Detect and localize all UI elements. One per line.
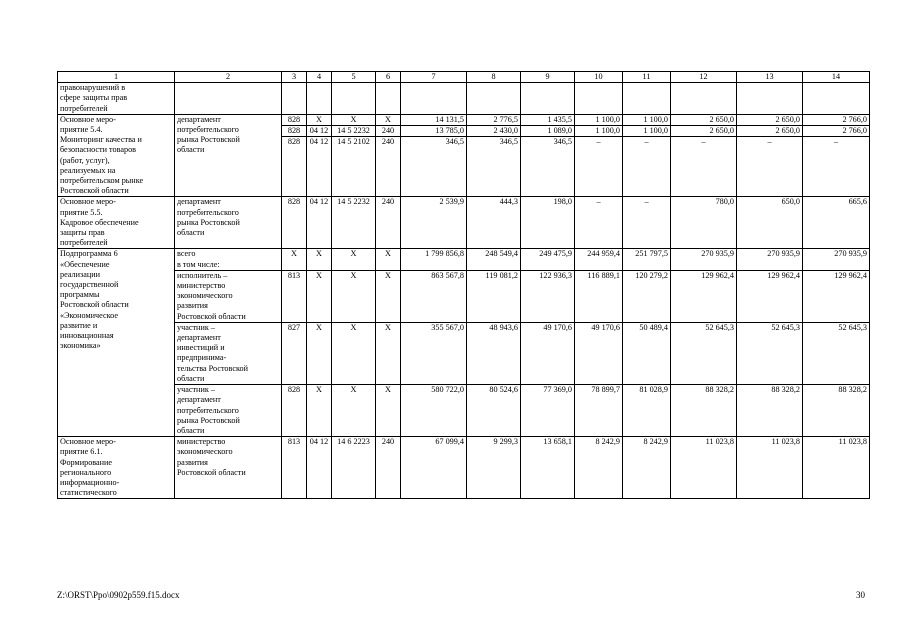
year-cell: – (575, 197, 623, 249)
table-row (58, 114, 870, 125)
year-cell: 2 430,0 (467, 126, 521, 137)
year-cell: 120 279,2 (623, 270, 671, 322)
table-row (58, 437, 870, 499)
year-cell: 129 962,4 (671, 270, 737, 322)
header-cell: 10 (575, 72, 623, 83)
year-cell: 346,5 (521, 137, 575, 197)
grbs-cell: 828 (282, 114, 307, 125)
cell-text: правонарушений в (60, 83, 126, 93)
year-cell: 270 935,9 (671, 249, 737, 270)
year-cell: 49 170,6 (575, 322, 623, 384)
total-cell: 355 567,0 (401, 322, 467, 384)
cell-text: в том числе: (177, 259, 220, 269)
rzpr-cell: 04 12 (307, 437, 332, 499)
year-cell: 48 943,6 (467, 322, 521, 384)
empty-cell (521, 83, 575, 115)
year-cell: 81 028,9 (623, 385, 671, 437)
empty-cell (282, 83, 307, 115)
year-cell: 2 650,0 (671, 126, 737, 137)
cell-text: министерство (177, 437, 226, 447)
vr-cell: Х (376, 270, 401, 322)
cell-text: департамент (177, 333, 221, 343)
year-cell: 11 023,8 (671, 437, 737, 499)
cell-text: Ростовской области (60, 186, 129, 196)
header-cell: 11 (623, 72, 671, 83)
cell-text: инновационная (60, 331, 114, 341)
cell-text: защиты прав (60, 228, 105, 238)
year-cell: 116 889,1 (575, 270, 623, 322)
year-cell: 2 650,0 (737, 126, 803, 137)
year-cell: 249 475,9 (521, 249, 575, 270)
total-cell: 1 799 856,8 (401, 249, 467, 270)
header-cell: 7 (401, 72, 467, 83)
year-cell: 77 369,0 (521, 385, 575, 437)
header-cell: 14 (803, 72, 870, 83)
cell-text: департамент (177, 395, 221, 405)
rzpr-cell: Х (307, 270, 332, 322)
year-cell: 1 100,0 (623, 114, 671, 125)
cell-text: «Обеспечение (60, 259, 110, 269)
table-row (58, 83, 870, 115)
year-cell: 2 650,0 (737, 114, 803, 125)
cell-text: статистического (60, 488, 117, 498)
year-cell: 88 328,2 (803, 385, 870, 437)
year-cell: 52 645,3 (737, 322, 803, 384)
year-cell: 780,0 (671, 197, 737, 249)
year-cell: 122 936,3 (521, 270, 575, 322)
empty-cell (623, 83, 671, 115)
year-cell: 13 658,1 (521, 437, 575, 499)
cell-text: безопасности товаров (60, 145, 137, 155)
grbs-cell: 827 (282, 322, 307, 384)
grbs-cell: 828 (282, 137, 307, 197)
year-cell: 444,3 (467, 197, 521, 249)
vr-cell: 240 (376, 437, 401, 499)
cell-text: (работ, услуг), (60, 155, 110, 165)
year-cell: 2 766,0 (803, 126, 870, 137)
csr-cell: Х (332, 270, 376, 322)
document-file-path: Z:\ORST\Ppo\0902p559.f15.docx (57, 590, 180, 600)
vr-cell: 240 (376, 197, 401, 249)
year-cell: 665,6 (803, 197, 870, 249)
year-cell: 346,5 (467, 137, 521, 197)
cell-text: Мониторинг качества и (60, 135, 142, 145)
measure-name-cell (58, 114, 175, 197)
cell-text: регионального (60, 467, 112, 477)
year-cell: 8 242,9 (575, 437, 623, 499)
cell-text: участник – (177, 322, 215, 332)
cell-text: департамент (177, 114, 221, 124)
measure-name-cell (58, 249, 175, 437)
rzpr-cell: 04 12 (307, 126, 332, 137)
cell-text: области (177, 373, 205, 383)
rzpr-cell: Х (307, 249, 332, 270)
year-cell: 129 962,4 (737, 270, 803, 322)
measure-name-cell (58, 197, 175, 249)
total-cell: 67 099,4 (401, 437, 467, 499)
cell-text: реализуемых на (60, 165, 116, 175)
cell-text: информационно- (60, 477, 120, 487)
cell-text: экономического (177, 447, 233, 457)
cell-text: области (177, 145, 205, 155)
cell-text: потребительского (177, 405, 239, 415)
csr-cell: 14 5 2232 (332, 126, 376, 137)
year-cell: – (737, 137, 803, 197)
header-cell: 6 (376, 72, 401, 83)
table-row (58, 270, 870, 322)
cell-text: Формирование (60, 457, 113, 467)
cell-text: участник – (177, 385, 215, 395)
rzpr-cell: 04 12 (307, 137, 332, 197)
grbs-cell: 828 (282, 197, 307, 249)
header-cell: 1 (58, 72, 175, 83)
year-cell: 2 766,0 (803, 114, 870, 125)
csr-cell: Х (332, 322, 376, 384)
total-cell: 580 722,0 (401, 385, 467, 437)
executor-cell (175, 249, 282, 270)
grbs-cell: 828 (282, 126, 307, 137)
year-cell: 198,0 (521, 197, 575, 249)
year-cell: 49 170,6 (521, 322, 575, 384)
cell-text: Основное меро- (60, 197, 116, 207)
grbs-cell: 813 (282, 270, 307, 322)
header-cell: 2 (175, 72, 282, 83)
cell-text: потребителей (60, 103, 108, 113)
cell-text: потребительского (177, 125, 239, 135)
cell-text: потребительском рынке (60, 176, 144, 186)
year-cell: 8 242,9 (623, 437, 671, 499)
grbs-cell: 813 (282, 437, 307, 499)
cell-text: приятие 5.5. (60, 207, 103, 217)
year-cell: 248 549,4 (467, 249, 521, 270)
cell-text: экономика» (60, 341, 101, 351)
year-cell: 11 023,8 (803, 437, 870, 499)
year-cell: 1 089,0 (521, 126, 575, 137)
year-cell: 52 645,3 (671, 322, 737, 384)
executor-cell (175, 83, 282, 115)
empty-cell (737, 83, 803, 115)
header-cell: 12 (671, 72, 737, 83)
cell-text: приятие 5.4. (60, 125, 103, 135)
empty-cell (575, 83, 623, 115)
csr-cell: Х (332, 114, 376, 125)
year-cell: 9 299,3 (467, 437, 521, 499)
total-cell: 13 785,0 (401, 126, 467, 137)
executor-cell (175, 322, 282, 384)
cell-text: реализации (60, 269, 101, 279)
csr-cell: Х (332, 385, 376, 437)
empty-cell (332, 83, 376, 115)
cell-text: потребителей (60, 238, 108, 248)
year-cell: 650,0 (737, 197, 803, 249)
cell-text: Ростовской области (177, 311, 246, 321)
year-cell: – (575, 137, 623, 197)
year-cell: 270 935,9 (737, 249, 803, 270)
cell-text: Подпрограмма 6 (60, 249, 118, 259)
cell-text: «Экономическое (60, 310, 119, 320)
csr-cell: 14 5 2102 (332, 137, 376, 197)
table-header-row (58, 72, 870, 83)
year-cell: – (623, 137, 671, 197)
year-cell: – (623, 197, 671, 249)
year-cell: 1 435,5 (521, 114, 575, 125)
cell-text: экономического (177, 291, 233, 301)
total-cell: 14 131,5 (401, 114, 467, 125)
grbs-cell: 828 (282, 385, 307, 437)
cell-text: развитие и (60, 320, 98, 330)
table-row (58, 385, 870, 437)
year-cell: 78 899,7 (575, 385, 623, 437)
cell-text: инвестиций и (177, 343, 225, 353)
year-cell: 251 797,5 (623, 249, 671, 270)
empty-cell (671, 83, 737, 115)
table-row (58, 249, 870, 270)
year-cell: 11 023,8 (737, 437, 803, 499)
executor-cell (175, 197, 282, 249)
table-row (58, 197, 870, 249)
executor-cell (175, 114, 282, 197)
cell-text: департамент (177, 197, 221, 207)
vr-cell: Х (376, 114, 401, 125)
total-cell: 346,5 (401, 137, 467, 197)
grbs-cell: Х (282, 249, 307, 270)
header-cell: 3 (282, 72, 307, 83)
year-cell: 80 524,6 (467, 385, 521, 437)
cell-text: Основное меро- (60, 114, 116, 124)
year-cell: 52 645,3 (803, 322, 870, 384)
table-row (58, 322, 870, 384)
cell-text: тельства Ростовской (177, 363, 249, 373)
executor-cell (175, 385, 282, 437)
year-cell: – (671, 137, 737, 197)
cell-text: области (177, 228, 205, 238)
year-cell: 270 935,9 (803, 249, 870, 270)
total-cell: 2 539,9 (401, 197, 467, 249)
measure-name-cell (58, 83, 175, 115)
year-cell: – (803, 137, 870, 197)
cell-text: области (177, 425, 205, 435)
cell-text: рынка Ростовской (177, 217, 240, 227)
empty-cell (803, 83, 870, 115)
year-cell: 2 650,0 (671, 114, 737, 125)
cell-text: министерство (177, 281, 226, 291)
total-cell: 863 567,8 (401, 270, 467, 322)
year-cell: 1 100,0 (575, 126, 623, 137)
year-cell: 88 328,2 (671, 385, 737, 437)
cell-text: рынка Ростовской (177, 415, 240, 425)
year-cell: 50 489,4 (623, 322, 671, 384)
year-cell: 119 081,2 (467, 270, 521, 322)
executor-cell (175, 270, 282, 322)
vr-cell: Х (376, 249, 401, 270)
vr-cell: Х (376, 385, 401, 437)
header-cell: 9 (521, 72, 575, 83)
cell-text: Кадровое обеспечение (60, 217, 139, 227)
year-cell: 244 959,4 (575, 249, 623, 270)
year-cell: 129 962,4 (803, 270, 870, 322)
cell-text: программы (60, 290, 100, 300)
cell-text: потребительского (177, 207, 239, 217)
cell-text: рынка Ростовской (177, 135, 240, 145)
year-cell: 88 328,2 (737, 385, 803, 437)
executor-cell (175, 437, 282, 499)
vr-cell: Х (376, 322, 401, 384)
cell-text: развития (177, 301, 208, 311)
cell-text: развития (177, 457, 208, 467)
empty-cell (307, 83, 332, 115)
budget-table (57, 71, 870, 499)
year-cell: 1 100,0 (575, 114, 623, 125)
page-number: 30 (856, 590, 865, 600)
cell-text: всего (177, 249, 196, 259)
rzpr-cell: Х (307, 385, 332, 437)
cell-text: государственной (60, 280, 119, 290)
csr-cell: 14 5 2232 (332, 197, 376, 249)
cell-text: сфере защиты прав (60, 93, 128, 103)
rzpr-cell: Х (307, 114, 332, 125)
year-cell: 2 776,5 (467, 114, 521, 125)
csr-cell: Х (332, 249, 376, 270)
empty-cell (401, 83, 467, 115)
header-cell: 8 (467, 72, 521, 83)
empty-cell (376, 83, 401, 115)
header-cell: 4 (307, 72, 332, 83)
cell-text: исполнитель – (177, 270, 228, 280)
cell-text: приятие 6.1. (60, 447, 103, 457)
vr-cell: 240 (376, 137, 401, 197)
year-cell: 1 100,0 (623, 126, 671, 137)
header-cell: 5 (332, 72, 376, 83)
cell-text: Основное меро- (60, 437, 116, 447)
rzpr-cell: Х (307, 322, 332, 384)
empty-cell (467, 83, 521, 115)
cell-text: Ростовской области (60, 300, 129, 310)
measure-name-cell (58, 437, 175, 499)
cell-text: Ростовской области (177, 467, 246, 477)
header-cell: 13 (737, 72, 803, 83)
rzpr-cell: 04 12 (307, 197, 332, 249)
vr-cell: 240 (376, 126, 401, 137)
cell-text: предпринима- (177, 353, 227, 363)
csr-cell: 14 6 2223 (332, 437, 376, 499)
